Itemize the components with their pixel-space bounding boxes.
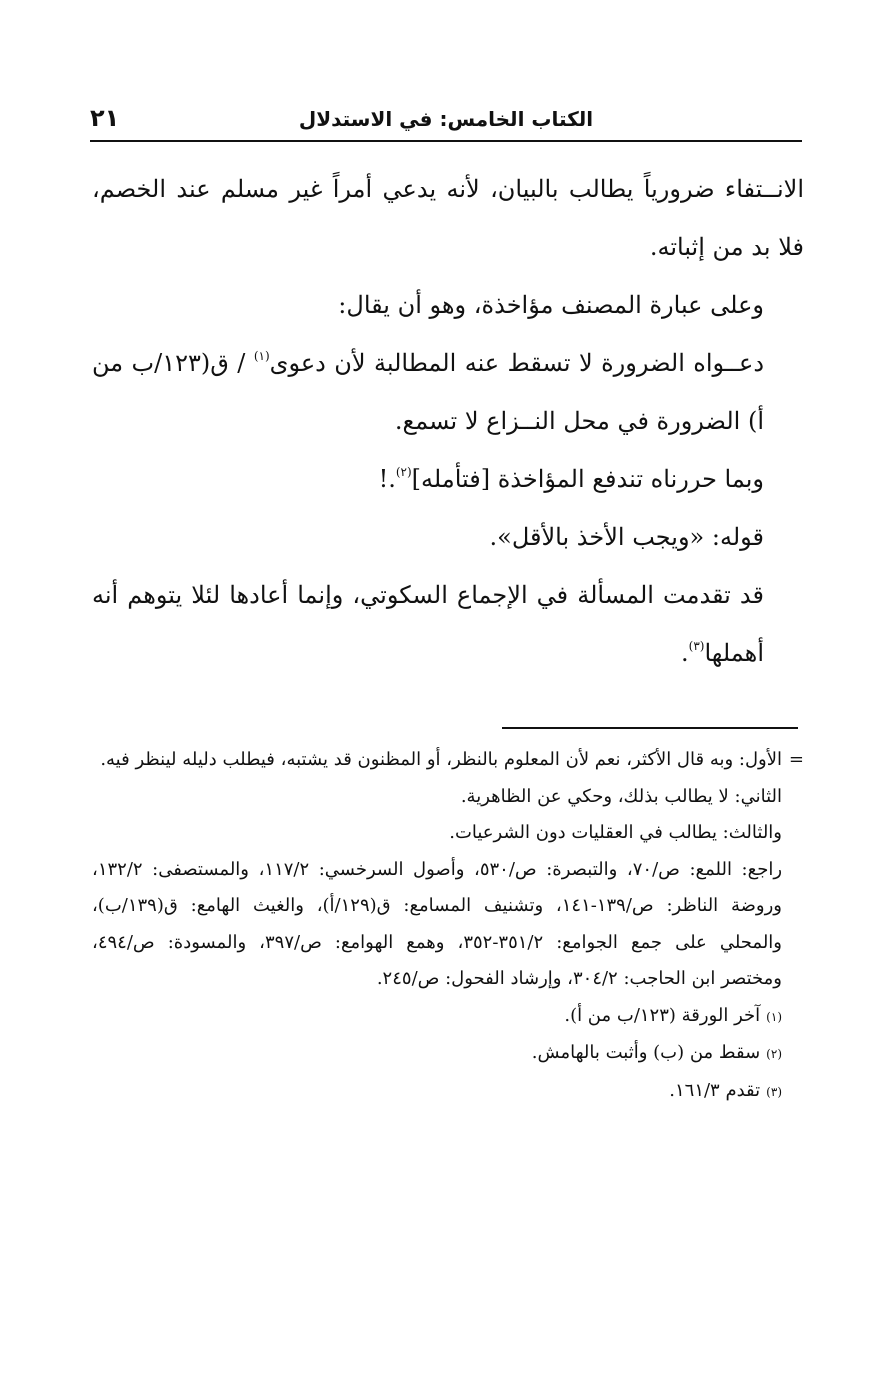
paragraph-3-text-b: / ق(١٢٣/ب من أ) الضرورة في محل النــزاع لا تسمع. — [92, 349, 764, 435]
footnote-ref-1[interactable]: (١) — [253, 349, 270, 363]
footnote-1 — [92, 998, 804, 1036]
footnote-line-third: والثالث: يطالب في العقليات دون الشرعيات. — [449, 822, 782, 843]
paragraph-6-text-b: . — [681, 639, 689, 667]
paragraph-2: وعلى عبارة المصنف مؤاخذة، وهو أن يقال: — [338, 291, 764, 319]
paragraph-4-text-a: وبما حررناه تندفع المؤاخذة [فتأمله] — [411, 465, 764, 493]
paragraph-6-text-a: قد تقدمت المسألة في الإجماع السكوتي، وإنما أعادها لئلا يتوهم أنه أهملها — [92, 581, 764, 667]
paragraph-4-text-b: .! — [378, 465, 396, 493]
paragraph-6 — [92, 566, 804, 682]
page-header — [90, 102, 802, 142]
main-text — [92, 160, 804, 682]
footnote-ref-2[interactable]: (٢) — [395, 465, 412, 479]
footnote-text: سقط من (ب) وأثبت بالهامش. — [531, 1042, 761, 1063]
running-title: الكتاب الخامس: في الاستدلال — [298, 107, 594, 131]
footnote-continuation — [92, 742, 804, 779]
footnote-text: تقدم ١٦١/٣. — [669, 1079, 761, 1101]
footnote-number: (١) — [766, 1009, 782, 1024]
continuation-text: الأول: وبه قال الأكثر، نعم لأن المعلوم بالنظر، أو المظنون قد يشتبه، فيطلب دليله لينظر فيه. — [100, 749, 782, 770]
footnote-number: (٢) — [766, 1047, 782, 1061]
continuation-mark: = — [788, 749, 804, 770]
footnotes — [92, 742, 804, 1110]
footnote-line-second: الثاني: لا يطالب بذلك، وحكي عن الظاهرية. — [460, 785, 782, 807]
paragraph-4 — [92, 450, 804, 508]
footnote-ref-3[interactable]: (٣) — [688, 639, 705, 653]
paragraph-3-text-a: دعــواه الضرورة لا تسقط عنه المطالبة لأن دعوى — [269, 349, 765, 377]
footnote-references: راجع: اللمع: ص/٧٠، والتبصرة: ص/٥٣٠، وأصول السرخسي: ١١٧/٢، والمستصفى: ١٣٢/٢، وروضة الناظر: ص/١٣٩-١٤١، وتشنيف المسامع: ق(١٢٩/أ)، والغيث الهامع: ق(١٣٩/ب)، والمحلي على جمع الجوامع: ٣٥١/٢-٣٥٢، وهمع الهوامع: ص/٣٩٧، والمسودة: ص/٤٩٤، ومختصر ابن الحاجب: ٣٠٤/٢، وإرشاد الفحول: ص/٢٤٥. — [92, 858, 783, 989]
paragraph-3 — [92, 334, 804, 450]
footnote-separator — [502, 727, 798, 729]
page-number: ٢١ — [90, 104, 120, 132]
paragraph-5: قوله: «ويجب الأخذ بالأقل». — [489, 523, 764, 551]
footnote-number: (٣) — [766, 1084, 782, 1099]
paragraph-1: الانــتفاء ضرورياً يطالب بالبيان، لأنه يدعي أمراً غير مسلم عند الخصم، فلا بد من إثباته. — [92, 175, 805, 261]
footnote-text: آخر الورقة (١٢٣/ب من أ). — [564, 1004, 761, 1026]
footnote-2 — [92, 1035, 804, 1073]
footnote-3 — [92, 1073, 804, 1111]
